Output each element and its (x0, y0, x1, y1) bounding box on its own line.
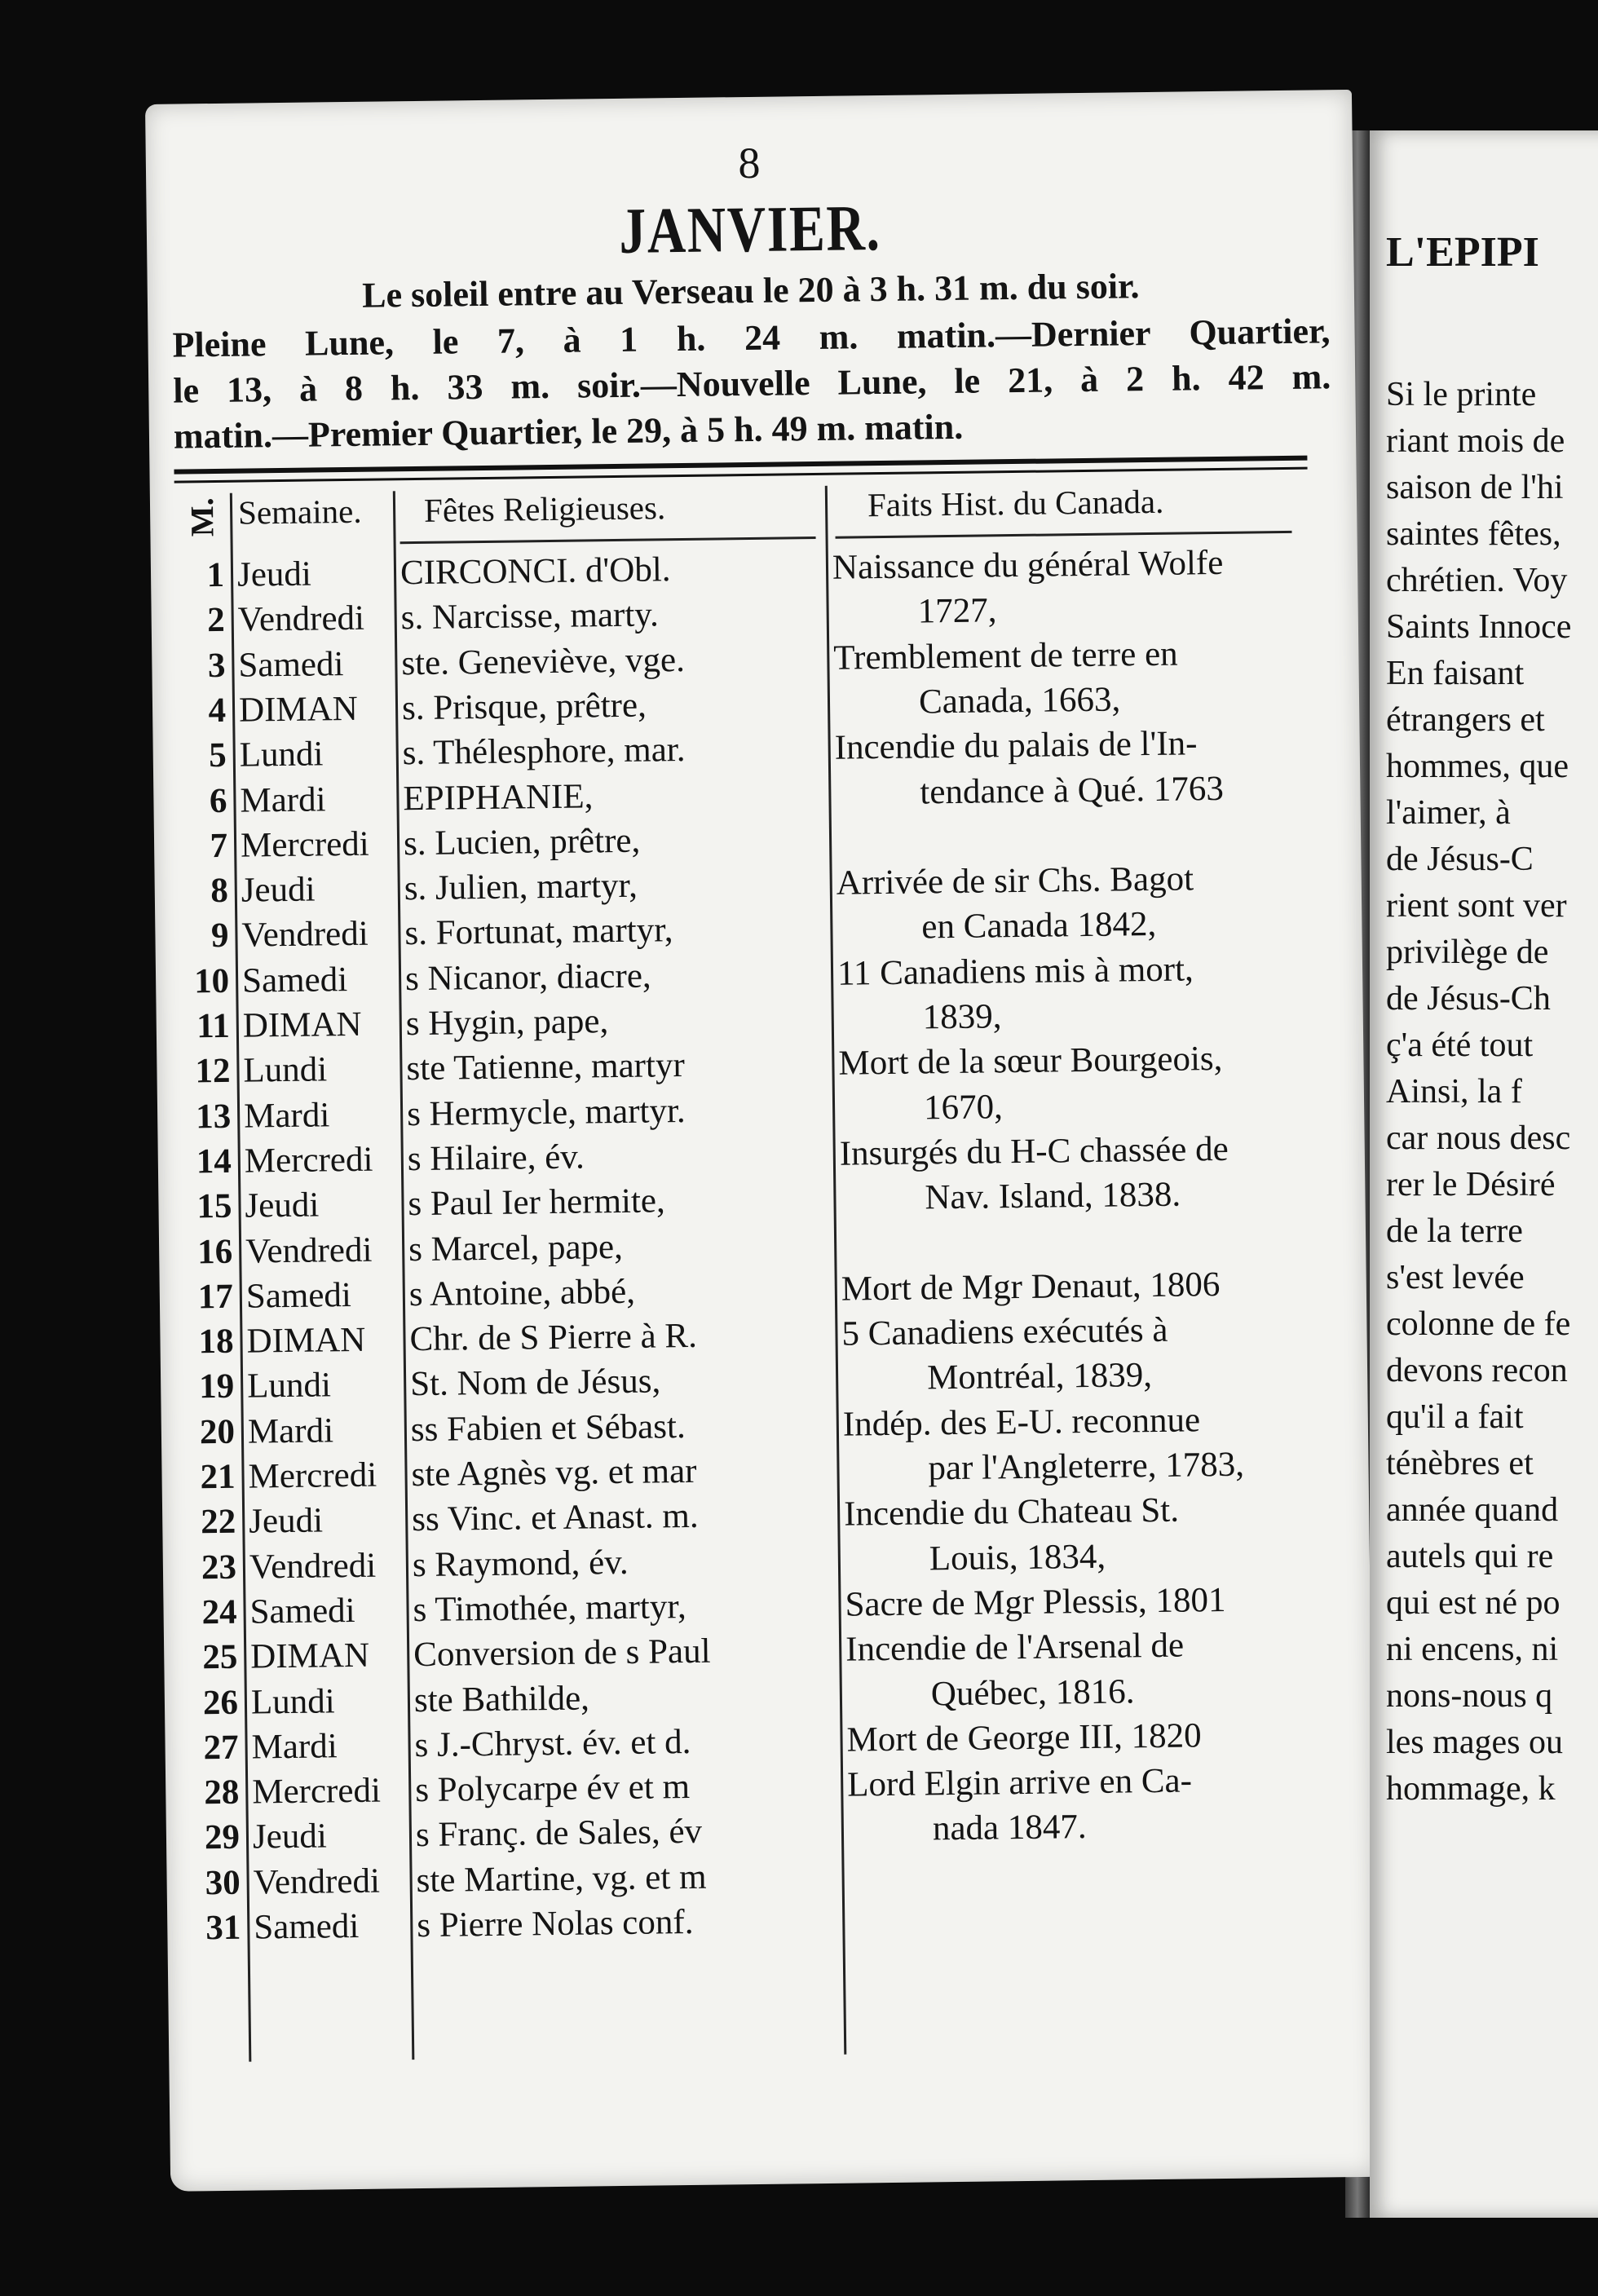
day-number: 10 (193, 961, 230, 1001)
weekday: Samedi (238, 644, 344, 685)
day-number: 18 (198, 1322, 234, 1362)
feast-day: ste Agnès vg. et mar (411, 1451, 697, 1495)
day-number: 25 (201, 1637, 238, 1677)
text-line: nons-nous q (1386, 1677, 1553, 1715)
day-number: 1 (206, 555, 225, 595)
weekday: Jeudi (248, 1501, 324, 1541)
day-number: 17 (197, 1277, 234, 1317)
feast-day: s Marcel, pape, (408, 1227, 624, 1269)
historical-fact: Lord Elgin arrive en Ca- (846, 1761, 1193, 1804)
text-line: les mages ou (1386, 1724, 1563, 1761)
weekday: Samedi (241, 960, 348, 1000)
historical-fact: en Canada 1842, (921, 905, 1157, 947)
feast-day: s. Fortunat, martyr, (404, 911, 673, 953)
feast-day: s. Narcisse, marty. (400, 595, 660, 638)
feast-day: s. Thélesphore, mar. (402, 731, 686, 773)
day-number: 30 (205, 1863, 241, 1902)
historical-fact: Canada, 1663, (918, 680, 1121, 722)
day-number: 31 (205, 1908, 241, 1948)
historical-fact: Mort de la sœur Bourgeois, (838, 1040, 1223, 1083)
weekday: Mercredi (240, 824, 369, 865)
day-number: 9 (210, 916, 229, 956)
day-number: 28 (204, 1773, 240, 1813)
historical-fact: 1670, (923, 1087, 1004, 1128)
feast-day: ste Bathilde, (413, 1678, 590, 1720)
weekday: Vendredi (245, 1230, 373, 1271)
text-line: rient sont ver (1386, 887, 1567, 925)
feast-day: s Raymond, év. (412, 1543, 629, 1584)
weekday: Lundi (243, 1050, 328, 1090)
month-title: JANVIER. (618, 192, 882, 267)
text-line: qu'il a fait (1386, 1398, 1524, 1436)
day-number: 27 (203, 1728, 239, 1768)
feast-day: EPIPHANIE, (403, 776, 594, 818)
historical-fact: Incendie du palais de l'In- (834, 724, 1198, 767)
feast-day: s Polycarpe év et m (414, 1768, 691, 1810)
day-number: 14 (196, 1141, 232, 1181)
feast-day: ste Tatienne, martyr (406, 1046, 686, 1088)
historical-fact: Incendie du Chateau St. (843, 1490, 1180, 1534)
feast-day: ste Martine, vg. et m (416, 1857, 707, 1900)
text-line: Saints Innoce (1386, 608, 1572, 646)
intro-line: matin.—Premier Quartier, le 29, à 5 h. 49 m. matin. (173, 406, 964, 457)
day-number: 5 (208, 736, 227, 775)
historical-fact: Tremblement de terre en (833, 634, 1178, 678)
text-line: Si le printe (1386, 376, 1537, 413)
weekday: Vendredi (237, 599, 365, 639)
weekday: Vendredi (253, 1861, 381, 1902)
feast-day: s Hilaire, év. (407, 1137, 585, 1179)
day-number: 24 (201, 1592, 237, 1632)
feast-day: St. Nom de Jésus, (409, 1362, 661, 1404)
day-number: 6 (209, 781, 227, 820)
historical-fact: 5 Canadiens exécutés à (841, 1310, 1168, 1353)
historical-fact: Montréal, 1839, (926, 1356, 1153, 1397)
column-header-faits: Faits Hist. du Canada. (867, 482, 1164, 524)
weekday: DIMAN (249, 1636, 370, 1676)
historical-fact: Incendie de l'Arsenal de (845, 1626, 1185, 1669)
day-number: 26 (202, 1683, 239, 1722)
feast-day: Conversion de s Paul (413, 1631, 711, 1675)
day-number: 29 (204, 1818, 241, 1857)
weekday: Samedi (249, 1591, 355, 1631)
day-number: 2 (206, 601, 226, 640)
weekday: DIMAN (242, 1004, 362, 1045)
weekday: Mardi (240, 779, 326, 820)
column-header-fetes: Fêtes Religieuses. (423, 488, 666, 529)
feast-day: s Nicanor, diacre, (404, 956, 651, 998)
text-line: de Jésus-C (1386, 841, 1534, 878)
historical-fact: Arrivée de sir Chs. Bagot (836, 859, 1194, 903)
weekday: Mardi (243, 1095, 330, 1136)
day-number: 16 (196, 1232, 233, 1271)
text-line: s'est levée (1386, 1259, 1525, 1296)
day-number: 15 (196, 1186, 232, 1226)
day-number: 12 (195, 1052, 231, 1091)
weekday: Vendredi (249, 1546, 377, 1587)
weekday: Vendredi (241, 915, 369, 956)
text-line: autels qui re (1386, 1538, 1554, 1575)
feast-day: ss Vinc. et Anast. m. (411, 1497, 699, 1539)
text-line: saison de l'hi (1386, 469, 1564, 506)
weekday: Mercredi (252, 1771, 382, 1812)
historical-fact: Sacre de Mgr Plessis, 1801 (845, 1580, 1226, 1624)
text-line: colonne de fe (1386, 1305, 1571, 1343)
weekday: Jeudi (252, 1817, 328, 1857)
weekday: DIMAN (246, 1320, 366, 1361)
almanac-page-left (145, 90, 1377, 2192)
day-number: 20 (199, 1412, 236, 1451)
text-line: privilège de (1386, 934, 1549, 971)
historical-fact: Québec, 1816. (930, 1671, 1135, 1713)
historical-fact: nada 1847. (932, 1808, 1087, 1848)
feast-day: ste. Geneviève, vge. (401, 640, 686, 682)
day-number: 22 (200, 1503, 236, 1542)
header-underline (836, 531, 1292, 539)
feast-day: ss Fabien et Sébast. (410, 1406, 686, 1449)
column-header-day: M. (183, 497, 221, 537)
text-line: hommes, que (1386, 748, 1569, 785)
text-line: ni encens, ni (1386, 1631, 1559, 1668)
text-line: qui est né po (1386, 1584, 1560, 1622)
feast-day: s Timothée, martyr, (413, 1587, 686, 1630)
weekday: Lundi (239, 735, 324, 775)
weekday: Lundi (250, 1681, 335, 1722)
feast-day: s Pierre Nolas conf. (417, 1902, 694, 1945)
weekday: Lundi (246, 1366, 332, 1406)
day-number: 8 (210, 871, 229, 911)
text-line: de Jésus-Ch (1386, 980, 1551, 1018)
weekday: Samedi (245, 1275, 352, 1316)
historical-fact: Insurgés du H-C chassée de (839, 1129, 1229, 1173)
intro-line: Le soleil entre au Verseau le 20 à 3 h. 31 m. du soir. (361, 266, 1140, 316)
text-line: année quand (1386, 1491, 1559, 1529)
feast-day: s Hygin, pape, (405, 1002, 609, 1044)
text-line: saintes fêtes, (1386, 515, 1561, 553)
weekday: DIMAN (238, 689, 359, 730)
feast-day: s. Julien, martyr, (404, 866, 638, 908)
feast-day: s Franç. de Sales, év (415, 1813, 703, 1855)
weekday: Jeudi (236, 554, 312, 594)
day-number: 23 (201, 1548, 237, 1587)
historical-fact: Nav. Island, 1838. (925, 1175, 1181, 1217)
historical-fact: Louis, 1834, (929, 1537, 1106, 1578)
day-number: 19 (198, 1367, 235, 1406)
feast-day: s Hermycle, martyr. (406, 1091, 686, 1133)
text-line: En faisant (1386, 655, 1525, 692)
text-line: devons recon (1386, 1352, 1568, 1389)
text-line: Ainsi, la f (1386, 1073, 1522, 1110)
text-line: rer le Désiré (1386, 1166, 1556, 1203)
weekday: Mercredi (248, 1455, 377, 1496)
intro-line: le 13, à 8 h. 33 m. soir.—Nouvelle Lune, le 21, à 2 h. 42 m. (172, 356, 1331, 411)
day-number: 7 (210, 826, 228, 865)
historical-fact: Naissance du général Wolfe (832, 543, 1224, 587)
intro-line: Pleine Lune, le 7, à 1 h. 24 m. matin.—Dernier Quartier, (172, 311, 1331, 365)
feast-day: Chr. de S Pierre à R. (409, 1316, 698, 1359)
historical-fact: 11 Canadiens mis à mort, (837, 950, 1194, 993)
weekday: Jeudi (241, 870, 316, 910)
day-number: 21 (200, 1457, 236, 1497)
feast-day: s Paul Ier hermite, (408, 1181, 666, 1224)
text-line: ç'a été tout (1386, 1027, 1534, 1064)
column-header-semaine: Semaine. (237, 492, 362, 532)
almanac-page-right (1370, 130, 1598, 2218)
feast-day: s. Lucien, prêtre, (403, 821, 641, 863)
day-number: 4 (208, 691, 227, 730)
text-line: de la terre (1386, 1212, 1523, 1250)
historical-fact: Mort de George III, 1820 (846, 1716, 1202, 1760)
historical-fact: 1839, (922, 997, 1002, 1037)
text-line: étrangers et (1386, 701, 1545, 739)
text-line: riant mois de (1386, 422, 1565, 460)
page-number: 8 (738, 138, 761, 188)
right-page-title: L'EPIPI (1386, 229, 1539, 276)
text-line: l'aimer, à (1386, 794, 1511, 832)
weekday: Mardi (247, 1411, 334, 1451)
weekday: Mardi (251, 1727, 338, 1767)
weekday: Jeudi (245, 1186, 320, 1225)
historical-fact: 1727, (917, 591, 997, 631)
feast-day: s. Prisque, prêtre, (401, 686, 647, 728)
historical-fact: tendance à Qué. 1763 (920, 769, 1225, 811)
weekday: Samedi (254, 1906, 360, 1947)
header-underline (400, 536, 816, 544)
historical-fact: Mort de Mgr Denaut, 1806 (841, 1265, 1221, 1309)
historical-fact: Indép. des E-U. reconnue (842, 1401, 1201, 1444)
day-number: 3 (207, 646, 226, 685)
weekday: Mercredi (244, 1140, 373, 1181)
day-number: 11 (196, 1006, 231, 1046)
text-line: ténèbres et (1386, 1445, 1534, 1482)
text-line: chrétien. Voy (1386, 562, 1568, 599)
historical-fact: par l'Angleterre, 1783, (928, 1445, 1245, 1488)
text-line: car nous desc (1386, 1119, 1571, 1157)
feast-day: s Antoine, abbé, (408, 1272, 636, 1314)
feast-day: CIRCONCI. d'Obl. (400, 550, 671, 593)
text-line: hommage, k (1386, 1770, 1556, 1808)
day-number: 13 (195, 1097, 232, 1136)
feast-day: s J.-Chryst. év. et d. (414, 1722, 691, 1764)
